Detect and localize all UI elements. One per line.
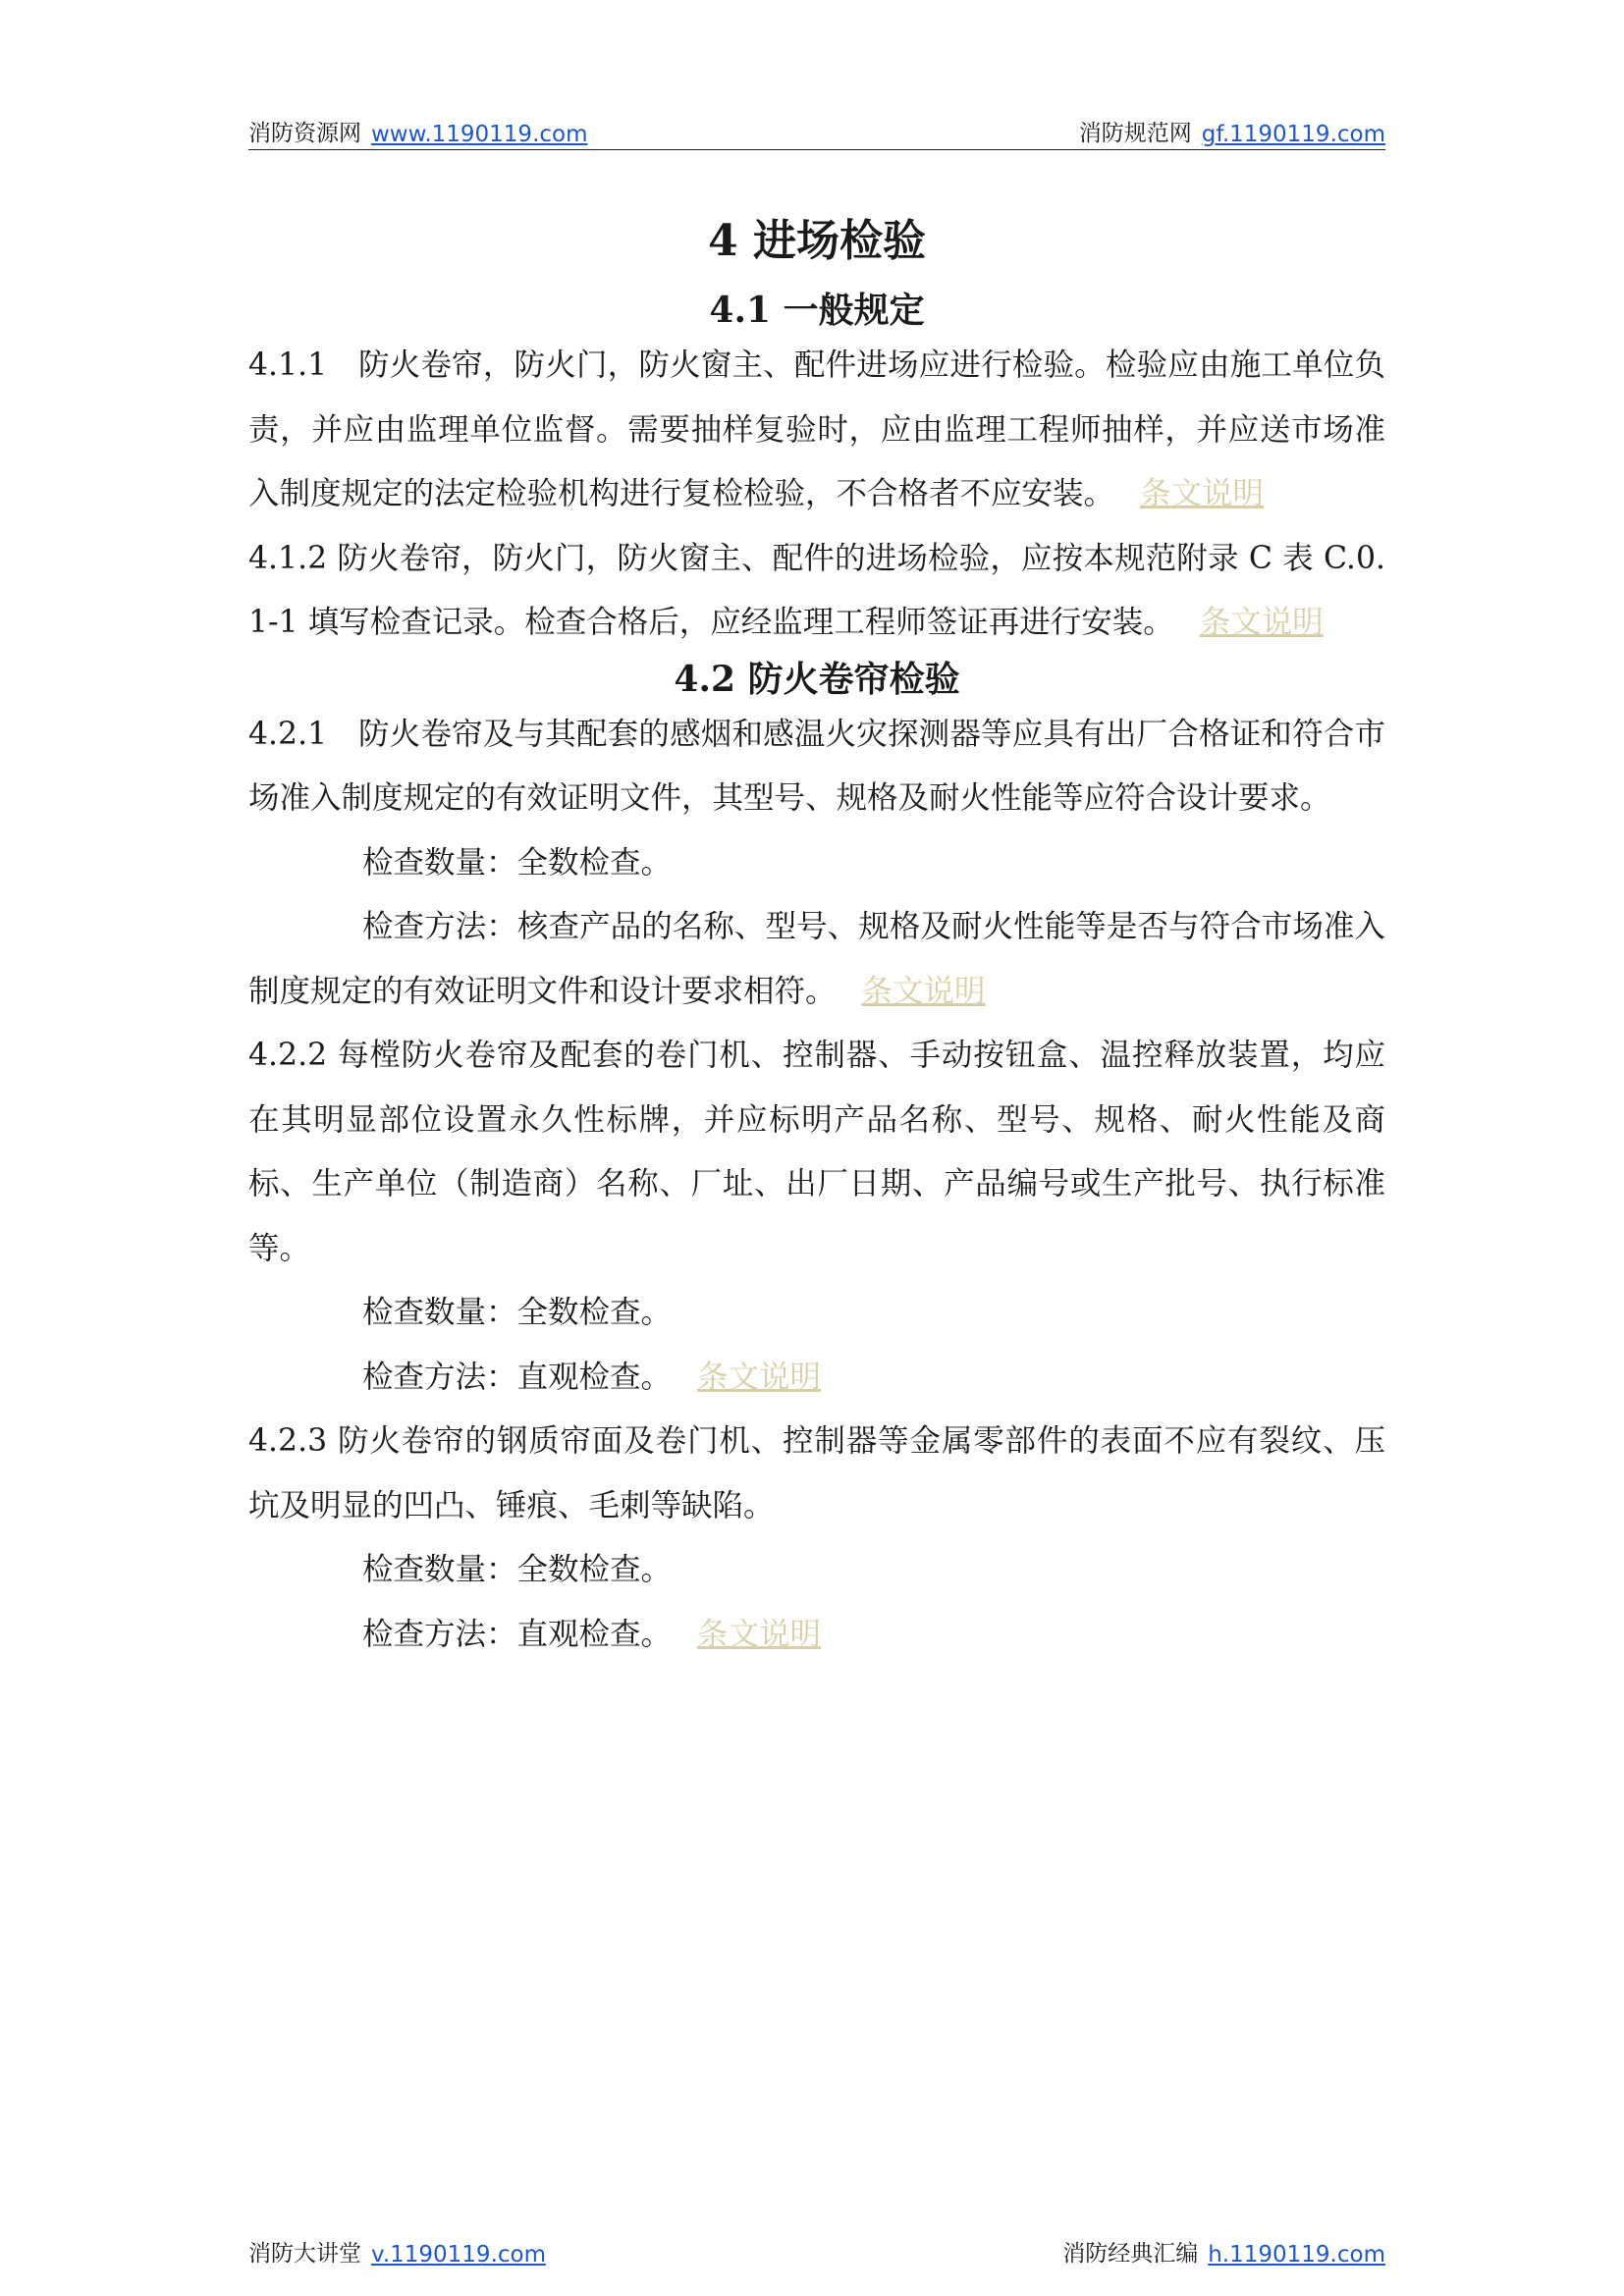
footer-right [1062,2235,1385,2269]
footer-right-site-name: 消防经典汇编 [1062,2241,1199,2267]
inspection-quantity: 检查数量：全数检查。 [362,1295,673,1330]
header-right-link[interactable]: gf.1190119.com [1201,122,1385,147]
header-left [248,115,588,149]
page-header [248,118,1385,150]
footer-left-link[interactable]: v.1190119.com [371,2242,547,2268]
header-left-link[interactable]: www.1190119.com [371,122,588,147]
clause-text: 4.2.2 每樘防火卷帘及配套的卷门机、控制器、手动按钮盒、温控释放装置，均应在其明显部位设置永久性标牌，并应标明产品名称、型号、规格、耐火性能及商标、生产单位（制造商）名称、厂址、出厂日期、产品编号或生产批号、执行标准等。 [248,1038,1385,1266]
header-right-site-name: 消防规范网 [1078,121,1192,146]
chapter-title: 4 进场检验 [708,216,926,266]
clause-4-2-3 [248,1410,1385,1538]
clause-note-link[interactable]: 条文说明 [861,973,986,1009]
footer-left [248,2235,546,2269]
clause-4-1-2 [248,527,1385,656]
section-title-4-2: 4.2 防火卷帘检验 [674,658,960,700]
clause-text: 4.2.1 防火卷帘及与其配套的感烟和感温火灾探测器等应具有出厂合格证和符合市场准入制度规定的有效证明文件，其型号、规格及耐火性能等应符合设计要求。 [248,716,1385,816]
clause-note-link[interactable]: 条文说明 [1199,605,1324,640]
footer-right-link[interactable]: h.1190119.com [1208,2242,1385,2268]
clause-text: 4.1.2 防火卷帘，防火门，防火窗主、配件的进场检验，应按本规范附录 C 表 C.0.1-1 填写检查记录。检查合格后，应经监理工程师签证再进行安装。 [248,540,1385,640]
clause-4-1-1 [248,334,1385,527]
method-text: 检查方法：直观检查。 [362,1359,673,1395]
inspection-method [248,1603,1385,1668]
section-title-4-1: 4.1 一般规定 [709,290,925,331]
inspection-method [248,895,1385,1024]
header-left-site-name: 消防资源网 [248,121,361,146]
clause-4-2-1 [248,703,1385,831]
clause-text: 4.1.1 防火卷帘，防火门，防火窗主、配件进场应进行检验。检验应由施工单位负责，并应由监理单位监督。需要抽样复验时，应由监理工程师抽样，并应送市场准入制度规定的法定检验机构进行复检检验，不合格者不应安装。 [248,347,1385,511]
page-footer [248,2236,1385,2269]
clause-4-2-2 [248,1024,1385,1281]
inspection-quantity: 检查数量：全数检查。 [362,844,673,881]
clause-note-link[interactable]: 条文说明 [697,1616,822,1652]
clause-note-link[interactable]: 条文说明 [1140,476,1265,511]
inspection-quantity: 检查数量：全数检查。 [362,1552,673,1587]
header-right [1079,115,1385,149]
clause-note-link[interactable]: 条文说明 [697,1359,822,1395]
footer-left-site-name: 消防大讲堂 [248,2241,361,2267]
inspection-method [248,1346,1385,1411]
clause-text: 4.2.3 防火卷帘的钢质帘面及卷门机、控制器等金属零部件的表面不应有裂纹、压坑及明显的凹凸、锤痕、毛刺等缺陷。 [248,1423,1385,1523]
method-text: 检查方法：直观检查。 [362,1616,673,1652]
method-text: 检查方法：核查产品的名称、型号、规格及耐火性能等是否与符合市场准入制度规定的有效证明文件和设计要求相符。 [248,909,1385,1009]
document-body [248,196,1385,1667]
